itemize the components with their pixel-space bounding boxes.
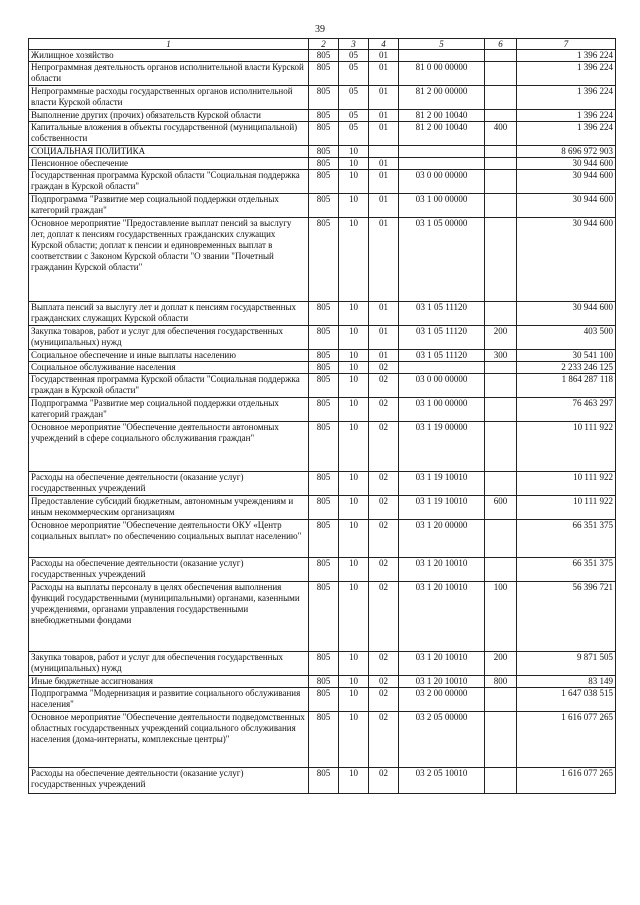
row-name: Подпрограмма "Развитие мер социальной поддержки отдельных категорий граждан" — [29, 194, 309, 218]
table-row — [29, 768, 616, 794]
row-ministry-code: 805 — [309, 520, 339, 558]
row-target-code: 03 1 00 00000 — [399, 194, 485, 218]
row-target-code: 03 1 19 10010 — [399, 496, 485, 520]
row-section-code: 10 — [339, 688, 369, 712]
column-header-7: 7 — [517, 39, 616, 50]
row-target-code — [399, 146, 485, 158]
row-expense-type-code: 200 — [485, 326, 517, 350]
row-amount: 30 944 600 — [517, 194, 616, 218]
row-section-code: 05 — [339, 62, 369, 86]
table-row — [29, 558, 616, 582]
row-target-code: 81 2 00 10040 — [399, 110, 485, 122]
row-name: Основное мероприятие "Предоставление выплат пенсий за выслугу лет, доплат к пенсиям государственных гражданских служащих Курской области; доплат к пенсии и единовременных выплат в соответствии с Законом Курской области "О звании "Почетный гражданин Курской области" — [29, 218, 309, 302]
row-ministry-code: 805 — [309, 398, 339, 422]
row-amount: 76 463 297 — [517, 398, 616, 422]
row-name: Социальное обслуживание населения — [29, 362, 309, 374]
table-row — [29, 326, 616, 350]
row-amount: 30 944 600 — [517, 302, 616, 326]
row-section-code: 10 — [339, 146, 369, 158]
row-target-code: 03 2 05 10010 — [399, 768, 485, 794]
row-ministry-code: 805 — [309, 218, 339, 302]
row-expense-type-code — [485, 768, 517, 794]
row-name: Государственная программа Курской области "Социальная поддержка граждан в Курской области" — [29, 170, 309, 194]
row-expense-type-code — [485, 50, 517, 62]
row-expense-type-code — [485, 302, 517, 326]
row-expense-type-code — [485, 170, 517, 194]
row-subsection-code: 02 — [369, 712, 399, 768]
row-target-code: 03 2 00 00000 — [399, 688, 485, 712]
row-subsection-code: 01 — [369, 218, 399, 302]
row-section-code: 10 — [339, 326, 369, 350]
row-section-code: 05 — [339, 122, 369, 146]
row-amount: 83 149 — [517, 676, 616, 688]
row-ministry-code: 805 — [309, 326, 339, 350]
row-ministry-code: 805 — [309, 362, 339, 374]
row-amount: 1 396 224 — [517, 62, 616, 86]
row-target-code — [399, 362, 485, 374]
row-ministry-code: 805 — [309, 146, 339, 158]
row-subsection-code: 02 — [369, 496, 399, 520]
row-subsection-code: 02 — [369, 582, 399, 652]
row-ministry-code: 805 — [309, 50, 339, 62]
row-ministry-code: 805 — [309, 302, 339, 326]
row-target-code: 03 1 05 11120 — [399, 326, 485, 350]
row-expense-type-code — [485, 218, 517, 302]
row-amount: 30 944 600 — [517, 170, 616, 194]
row-ministry-code: 805 — [309, 194, 339, 218]
row-amount: 1 396 224 — [517, 110, 616, 122]
row-subsection-code: 02 — [369, 688, 399, 712]
column-header-2: 2 — [309, 39, 339, 50]
column-header-1: 1 — [29, 39, 309, 50]
row-expense-type-code — [485, 158, 517, 170]
row-name: Иные бюджетные ассигнования — [29, 676, 309, 688]
row-subsection-code: 01 — [369, 158, 399, 170]
row-target-code: 81 0 00 00000 — [399, 62, 485, 86]
row-expense-type-code — [485, 362, 517, 374]
row-target-code: 03 1 19 00000 — [399, 422, 485, 472]
row-amount: 8 696 972 903 — [517, 146, 616, 158]
row-section-code: 10 — [339, 558, 369, 582]
row-name: Закупка товаров, работ и услуг для обеспечения государственных (муниципальных) нужд — [29, 326, 309, 350]
row-ministry-code: 805 — [309, 170, 339, 194]
table-row — [29, 62, 616, 86]
table-row — [29, 170, 616, 194]
row-section-code: 10 — [339, 768, 369, 794]
row-subsection-code: 02 — [369, 374, 399, 398]
row-ministry-code: 805 — [309, 122, 339, 146]
row-subsection-code: 01 — [369, 326, 399, 350]
page-number: 39 — [315, 24, 325, 35]
table-row — [29, 50, 616, 62]
row-name: Расходы на обеспечение деятельности (оказание услуг) государственных учреждений — [29, 472, 309, 496]
row-amount: 9 871 505 — [517, 652, 616, 676]
row-target-code: 03 2 05 00000 — [399, 712, 485, 768]
row-name: Выполнение других (прочих) обязательств Курской области — [29, 110, 309, 122]
row-expense-type-code — [485, 146, 517, 158]
row-name: Предоставление субсидий бюджетным, автономным учреждениям и иным некоммерческим организациям — [29, 496, 309, 520]
row-expense-type-code — [485, 86, 517, 110]
row-subsection-code: 02 — [369, 362, 399, 374]
row-name: Основное мероприятие "Обеспечение деятельности ОКУ «Центр социальных выплат» по обеспечению социальных выплат населению" — [29, 520, 309, 558]
table-row — [29, 398, 616, 422]
row-expense-type-code — [485, 558, 517, 582]
row-amount: 1 616 077 265 — [517, 712, 616, 768]
row-section-code: 10 — [339, 350, 369, 362]
row-target-code: 03 1 05 00000 — [399, 218, 485, 302]
table-row — [29, 374, 616, 398]
row-amount: 30 541 100 — [517, 350, 616, 362]
row-target-code: 03 0 00 00000 — [399, 374, 485, 398]
row-amount: 66 351 375 — [517, 520, 616, 558]
row-section-code: 10 — [339, 398, 369, 422]
row-section-code: 10 — [339, 496, 369, 520]
table-row — [29, 582, 616, 652]
row-name: Пенсионное обеспечение — [29, 158, 309, 170]
row-name: Жилищное хозяйство — [29, 50, 309, 62]
row-expense-type-code — [485, 194, 517, 218]
row-ministry-code: 805 — [309, 472, 339, 496]
row-subsection-code: 02 — [369, 652, 399, 676]
row-subsection-code — [369, 146, 399, 158]
row-target-code: 03 1 20 10010 — [399, 652, 485, 676]
row-amount: 1 616 077 265 — [517, 768, 616, 794]
row-section-code: 10 — [339, 374, 369, 398]
row-amount: 403 500 — [517, 326, 616, 350]
row-name: Непрограммные расходы государственных органов исполнительной власти Курской области — [29, 86, 309, 110]
row-amount: 10 111 922 — [517, 422, 616, 472]
row-name: СОЦИАЛЬНАЯ ПОЛИТИКА — [29, 146, 309, 158]
row-expense-type-code — [485, 422, 517, 472]
row-subsection-code: 01 — [369, 194, 399, 218]
row-expense-type-code — [485, 374, 517, 398]
column-header-4: 4 — [369, 39, 399, 50]
row-section-code: 10 — [339, 652, 369, 676]
row-name: Расходы на выплаты персоналу в целях обеспечения выполнения функций государственными (муниципальными) органами, казенными учреждениями, органами управления государственными внебюджетными фондами — [29, 582, 309, 652]
row-section-code: 10 — [339, 582, 369, 652]
row-ministry-code: 805 — [309, 676, 339, 688]
row-ministry-code: 805 — [309, 350, 339, 362]
row-ministry-code: 805 — [309, 158, 339, 170]
row-ministry-code: 805 — [309, 652, 339, 676]
row-target-code: 03 1 19 10010 — [399, 472, 485, 496]
row-expense-type-code — [485, 472, 517, 496]
row-ministry-code: 805 — [309, 688, 339, 712]
row-section-code: 10 — [339, 194, 369, 218]
table-row — [29, 122, 616, 146]
table-row — [29, 86, 616, 110]
row-subsection-code: 02 — [369, 472, 399, 496]
row-section-code: 10 — [339, 218, 369, 302]
table-row — [29, 158, 616, 170]
row-section-code: 10 — [339, 302, 369, 326]
row-section-code: 10 — [339, 472, 369, 496]
row-ministry-code: 805 — [309, 110, 339, 122]
row-section-code: 10 — [339, 158, 369, 170]
row-ministry-code: 805 — [309, 558, 339, 582]
row-target-code: 03 1 00 00000 — [399, 398, 485, 422]
row-name: Основное мероприятие "Обеспечение деятельности автономных учреждений в сфере социального обслуживания граждан" — [29, 422, 309, 472]
column-header-3: 3 — [339, 39, 369, 50]
table-row — [29, 110, 616, 122]
row-subsection-code: 02 — [369, 676, 399, 688]
row-ministry-code: 805 — [309, 374, 339, 398]
table-row — [29, 350, 616, 362]
row-amount: 1 396 224 — [517, 122, 616, 146]
row-name: Подпрограмма "Развитие мер социальной поддержки отдельных категорий граждан" — [29, 398, 309, 422]
table-row — [29, 652, 616, 676]
row-ministry-code: 805 — [309, 712, 339, 768]
row-target-code: 03 1 05 11120 — [399, 302, 485, 326]
row-subsection-code: 01 — [369, 86, 399, 110]
row-amount: 1 647 038 515 — [517, 688, 616, 712]
row-name: Закупка товаров, работ и услуг для обеспечения государственных (муниципальных) нужд — [29, 652, 309, 676]
row-ministry-code: 805 — [309, 422, 339, 472]
row-subsection-code: 02 — [369, 768, 399, 794]
row-expense-type-code — [485, 520, 517, 558]
row-subsection-code: 01 — [369, 170, 399, 194]
row-subsection-code: 02 — [369, 520, 399, 558]
row-subsection-code: 01 — [369, 62, 399, 86]
row-name: Государственная программа Курской области "Социальная поддержка граждан в Курской области" — [29, 374, 309, 398]
table-row — [29, 676, 616, 688]
row-amount: 56 396 721 — [517, 582, 616, 652]
row-ministry-code: 805 — [309, 86, 339, 110]
row-section-code: 10 — [339, 712, 369, 768]
row-section-code: 05 — [339, 110, 369, 122]
table-row — [29, 302, 616, 326]
row-ministry-code: 805 — [309, 496, 339, 520]
row-subsection-code: 01 — [369, 350, 399, 362]
row-name: Основное мероприятие "Обеспечение деятельности подведомственных областных государственных учреждений социального обслуживания населения (дома-интернаты, комплексные центры)" — [29, 712, 309, 768]
row-section-code: 10 — [339, 170, 369, 194]
row-subsection-code: 01 — [369, 50, 399, 62]
table-row — [29, 146, 616, 158]
table-row — [29, 194, 616, 218]
row-expense-type-code: 800 — [485, 676, 517, 688]
row-expense-type-code: 200 — [485, 652, 517, 676]
row-target-code: 03 1 20 00000 — [399, 520, 485, 558]
budget-table — [28, 38, 616, 794]
row-expense-type-code — [485, 62, 517, 86]
row-target-code: 03 1 20 10010 — [399, 558, 485, 582]
row-amount: 10 111 922 — [517, 496, 616, 520]
row-expense-type-code — [485, 688, 517, 712]
table-row — [29, 688, 616, 712]
row-target-code: 81 2 00 10040 — [399, 122, 485, 146]
row-expense-type-code: 300 — [485, 350, 517, 362]
row-subsection-code: 02 — [369, 558, 399, 582]
table-row — [29, 472, 616, 496]
row-name: Социальное обеспечение и иные выплаты населению — [29, 350, 309, 362]
row-target-code — [399, 158, 485, 170]
row-ministry-code: 805 — [309, 582, 339, 652]
row-subsection-code: 01 — [369, 110, 399, 122]
row-subsection-code: 01 — [369, 302, 399, 326]
row-name: Подпрограмма "Модернизация и развитие социального обслуживания населения" — [29, 688, 309, 712]
table-row — [29, 362, 616, 374]
row-name: Выплата пенсий за выслугу лет и доплат к пенсиям государственных гражданских служащих Курской области — [29, 302, 309, 326]
row-expense-type-code — [485, 712, 517, 768]
row-amount: 30 944 600 — [517, 218, 616, 302]
row-section-code: 05 — [339, 86, 369, 110]
table-row — [29, 422, 616, 472]
row-name: Расходы на обеспечение деятельности (оказание услуг) государственных учреждений — [29, 558, 309, 582]
row-amount: 30 944 600 — [517, 158, 616, 170]
row-target-code — [399, 50, 485, 62]
row-target-code: 03 0 00 00000 — [399, 170, 485, 194]
row-name: Капитальные вложения в объекты государственной (муниципальной) собственности — [29, 122, 309, 146]
row-target-code: 81 2 00 00000 — [399, 86, 485, 110]
row-section-code: 10 — [339, 520, 369, 558]
row-amount: 1 864 287 118 — [517, 374, 616, 398]
row-ministry-code: 805 — [309, 768, 339, 794]
row-expense-type-code — [485, 110, 517, 122]
row-subsection-code: 01 — [369, 122, 399, 146]
row-name: Расходы на обеспечение деятельности (оказание услуг) государственных учреждений — [29, 768, 309, 794]
row-subsection-code: 02 — [369, 398, 399, 422]
row-subsection-code: 02 — [369, 422, 399, 472]
row-section-code: 10 — [339, 676, 369, 688]
row-section-code: 05 — [339, 50, 369, 62]
column-header-6: 6 — [485, 39, 517, 50]
row-amount: 1 396 224 — [517, 86, 616, 110]
row-amount: 2 233 246 125 — [517, 362, 616, 374]
row-ministry-code: 805 — [309, 62, 339, 86]
row-amount: 66 351 375 — [517, 558, 616, 582]
row-expense-type-code — [485, 398, 517, 422]
table-row — [29, 712, 616, 768]
column-number-row — [29, 39, 616, 50]
table-row — [29, 218, 616, 302]
row-target-code: 03 1 05 11120 — [399, 350, 485, 362]
row-expense-type-code: 100 — [485, 582, 517, 652]
row-target-code: 03 1 20 10010 — [399, 582, 485, 652]
table-row — [29, 520, 616, 558]
row-expense-type-code: 600 — [485, 496, 517, 520]
row-section-code: 10 — [339, 362, 369, 374]
row-name: Непрограммная деятельность органов исполнительной власти Курской области — [29, 62, 309, 86]
table-row — [29, 496, 616, 520]
row-amount: 10 111 922 — [517, 472, 616, 496]
row-section-code: 10 — [339, 422, 369, 472]
row-amount: 1 396 224 — [517, 50, 616, 62]
row-target-code: 03 1 20 10010 — [399, 676, 485, 688]
column-header-5: 5 — [399, 39, 485, 50]
row-expense-type-code: 400 — [485, 122, 517, 146]
